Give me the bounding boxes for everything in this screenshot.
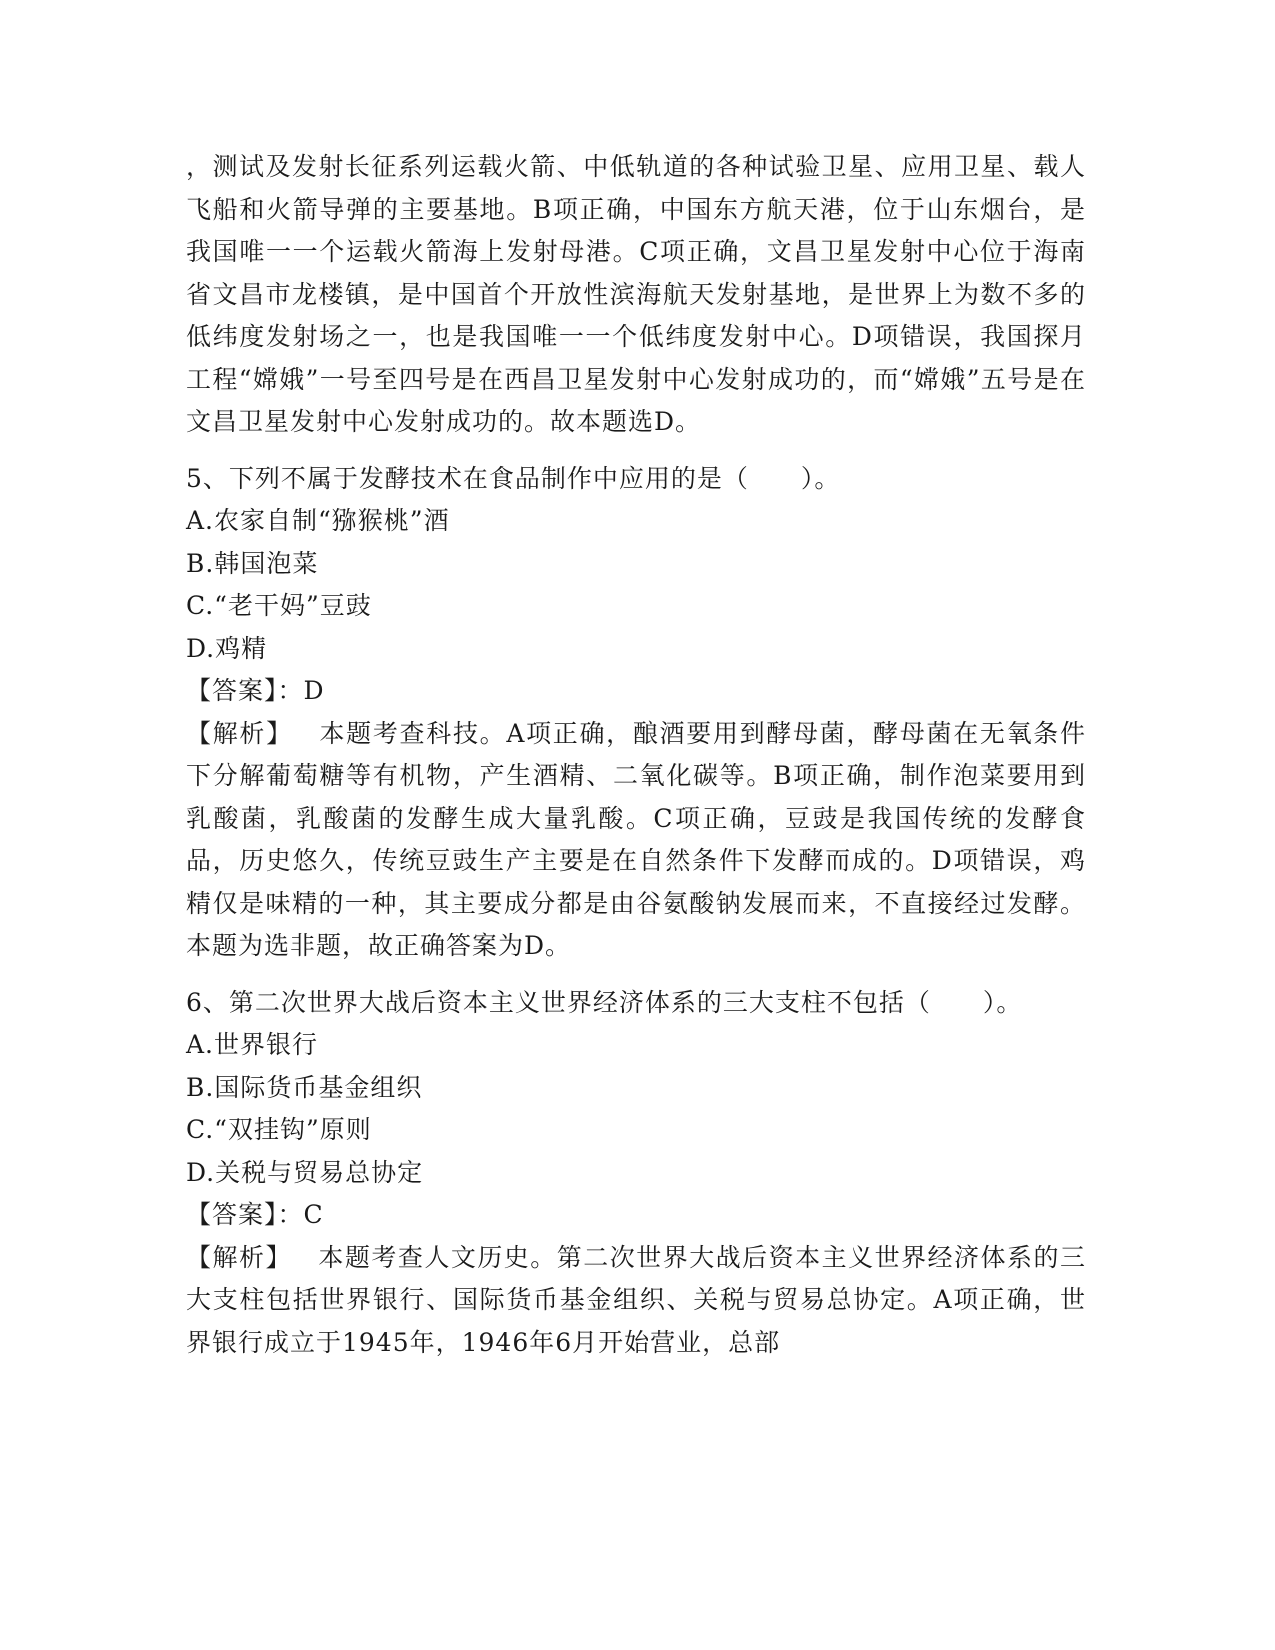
answer-line: [186, 670, 1086, 713]
analysis-label: 【解析】: [186, 1242, 292, 1272]
intro-paragraph: ，测试及发射长征系列运载火箭、中低轨道的各种试验卫星、应用卫星、载人飞船和火箭导弹的主要基地。B项正确，中国东方航天港，位于山东烟台，是我国唯一一个运载火箭海上发射母港。C项正确，文昌卫星发射中心位于海南省文昌市龙楼镇，是中国首个开放性滨海航天发射基地，是世界上为数不多的低纬度发射场之一，也是我国唯一一个低纬度发射中心。D项错误，我国探月工程“嫦娥”一号至四号是在西昌卫星发射中心发射成功的，而“嫦娥”五号是在文昌卫星发射中心发射成功的。故本题选D。: [186, 152, 1086, 436]
option-d: D.关税与贸易总协定: [186, 1157, 424, 1187]
analysis-paragraph: [186, 713, 1086, 968]
option-c: C.“老干妈”豆豉: [186, 591, 372, 620]
analysis-text: 本题考查人文历史。第二次世界大战后资本主义世界经济体系的三大支柱包括世界银行、国际货币基金组织、关税与贸易总协定。A项正确，世界银行成立于1945年，1946年6月开始营业，总部: [186, 1242, 1086, 1357]
option-b: B.国际货币基金组织: [186, 1072, 423, 1102]
question-stem: 6、第二次世界大战后资本主义世界经济体系的三大支柱不包括（ ）。: [186, 987, 1023, 1017]
option-a: A.农家自制“猕猴桃”酒: [186, 506, 450, 535]
analysis-label: 【解析】: [186, 718, 293, 748]
option-c: C.“双挂钩”原则: [186, 1115, 372, 1144]
question-stem: 5、下列不属于发酵技术在食品制作中应用的是（ ）。: [186, 463, 841, 493]
answer-value: C: [303, 1200, 324, 1229]
question-6: [186, 982, 1086, 1365]
analysis-paragraph: [186, 1237, 1086, 1365]
answer-value: D: [303, 676, 325, 705]
answer-label: 【答案】：: [186, 676, 304, 705]
analysis-text: 本题考查科技。A项正确，酿酒要用到酵母菌，酵母菌在无氧条件下分解葡萄糖等有机物，产生酒精、二氧化碳等。B项正确，制作泡菜要用到乳酸菌，乳酸菌的发酵生成大量乳酸。C项正确，豆豉是我国传统的发酵食品，历史悠久，传统豆豉生产主要是在自然条件下发酵而成的。D项错误，鸡精仅是味精的一种，其主要成分都是由谷氨酸钠发展而来，不直接经过发酵。本题为选非题，故正确答案为D。: [186, 718, 1086, 960]
option-b: B.韩国泡菜: [186, 548, 319, 578]
option-a: A.世界银行: [186, 1030, 319, 1059]
answer-line: [186, 1194, 1086, 1237]
answer-label: 【答案】：: [186, 1200, 304, 1229]
question-5: [186, 458, 1086, 968]
option-d: D.鸡精: [186, 633, 268, 663]
document-body: [186, 146, 1086, 1364]
